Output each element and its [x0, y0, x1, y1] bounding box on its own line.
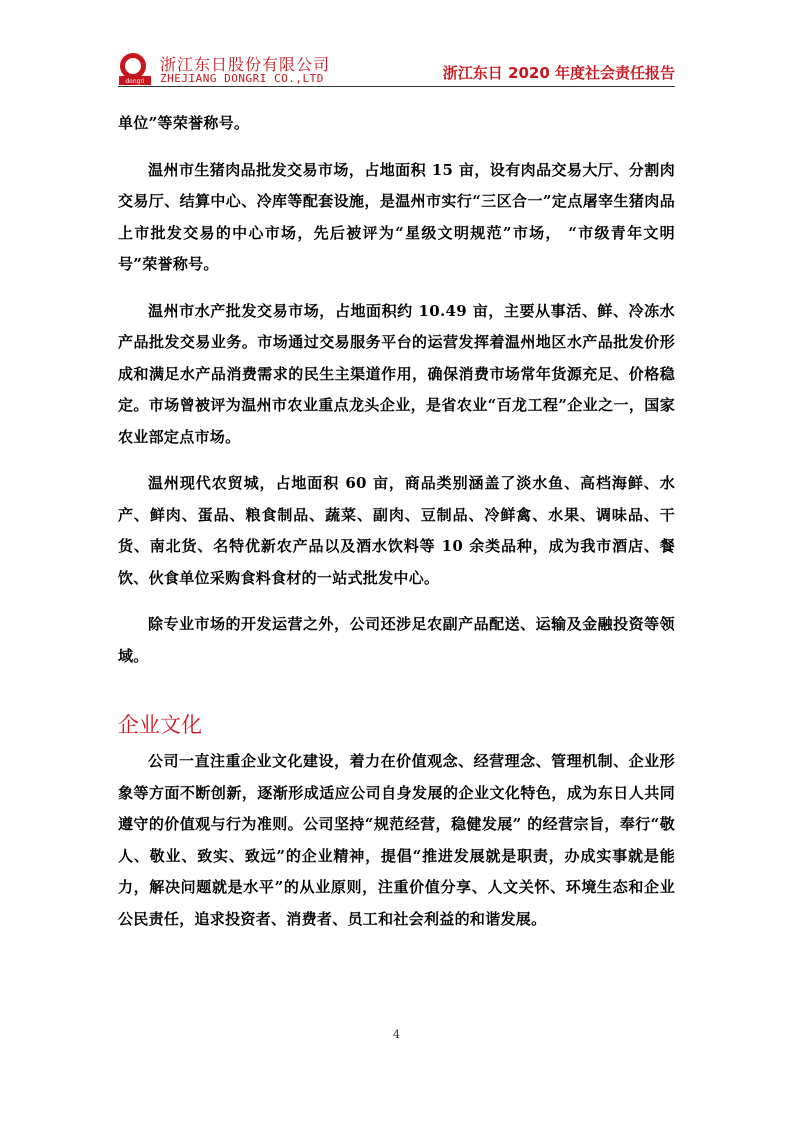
paragraph-corporate-culture: 公司一直注重企业文化建设，着力在价值观念、经营理念、管理机制、企业形象等方面不断创新，逐渐形成适应公司自身发展的企业文化特色，成为东日人共同遵守的价值观与行为准则。公司坚持“规范经营，稳健发展” 的经营宗旨，奉行“敬人、敬业、致实、致远”的企业精神，提倡“推进发展就是职责，办成实事就是能力，解决问题就是水平”的从业原则，注重价值分享、人文关怀、环境生态和企业公民责任，追求投资者、消费者、员工和社会利益的和谐发展。 [118, 752, 675, 928]
paragraph-honors-continued: 单位”等荣誉称号。 [118, 114, 250, 132]
page-number: 4 [393, 1028, 400, 1041]
header-divider [118, 86, 675, 87]
body-text [118, 108, 675, 687]
paragraph-aquatic-market: 温州市水产批发交易市场，占地面积约 10.49 亩，主要从事活、鲜、冷冻水产品批发交易业务。市场通过交易服务平台的运营发挥着温州地区水产品批发价形成和满足水产品消费需求的民生主渠道作用，确保消费市场常年货源充足、价格稳定。市场曾被评为温州市农业重点龙头企业，是省农业“百龙工程”企业之一，国家农业部定点市场。 [118, 301, 675, 446]
report-title: 浙江东日 2020 年度社会责任报告 [442, 64, 675, 82]
page-header [118, 50, 675, 86]
company-name-en: ZHEJIANG DONGRI CO.,LTD [160, 72, 324, 85]
dongri-logo-icon [118, 52, 152, 86]
paragraph-pork-market: 温州市生猪肉品批发交易市场，占地面积 15 亩，设有肉品交易大厅、分割肉交易厅、结算中心、冷库等配套设施，是温州市实行“三区合一”定点屠宰生猪肉品上市批发交易的中心市场，先后被评为“星级文明规范”市场， “市级青年文明号”荣誉称号。 [118, 160, 675, 273]
culture-body [118, 746, 675, 950]
company-name-cn: 浙江东日股份有限公司 [160, 55, 331, 74]
section-title-corporate-culture: 企业文化 [118, 713, 202, 737]
paragraph-agri-trade-city: 温州现代农贸城，占地面积 60 亩，商品类别涵盖了淡水鱼、高档海鲜、水产、鲜肉、蛋品、粮食制品、蔬菜、副肉、豆制品、冷鲜禽、水果、调味品、干货、南北货、名特优新农产品以及酒水饮料等 10 余类品种，成为我市酒店、餐饮、伙食单位采购食料食材的一站式批发中心。 [118, 474, 675, 587]
svg-text:dongri: dongri [125, 78, 145, 85]
paragraph-other-business: 除专业市场的开发运营之外，公司还涉足农副产品配送、运输及金融投资等领域。 [118, 615, 675, 665]
